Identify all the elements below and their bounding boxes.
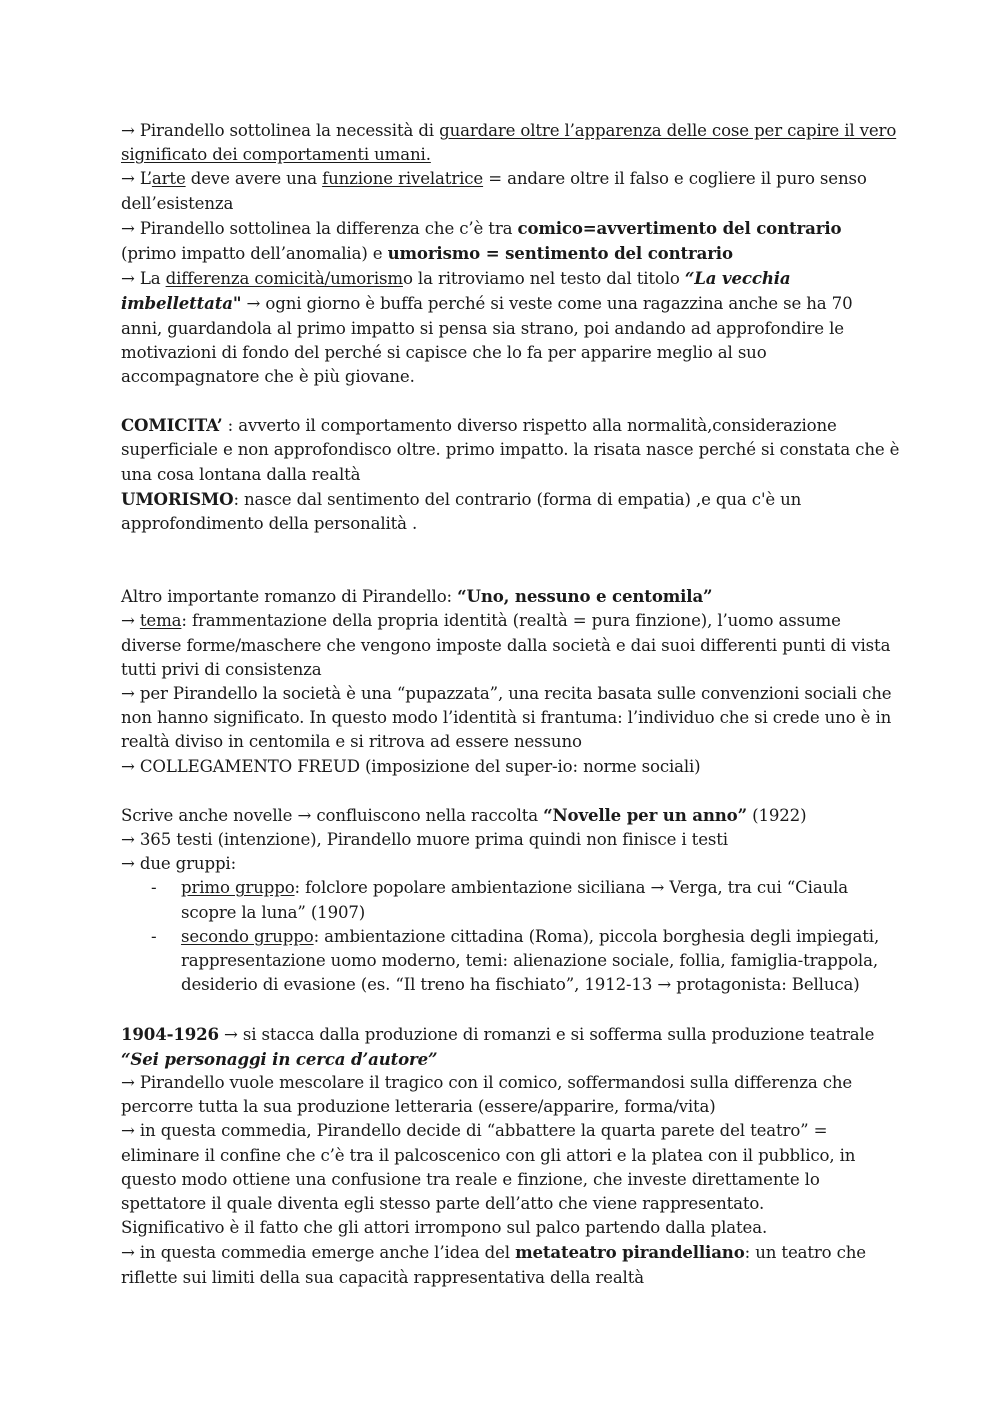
underlined-text: secondo gruppo bbox=[181, 926, 314, 946]
text-run: (primo impatto dell’anomalia) e bbox=[121, 244, 388, 264]
text-line bbox=[121, 119, 897, 143]
text-run: → Pirandello sottolinea la differenza che c’è tra bbox=[121, 218, 518, 238]
text-line bbox=[121, 266, 891, 291]
text-line bbox=[121, 609, 891, 633]
document-page bbox=[121, 119, 900, 1290]
text-line: una cosa lontana dalla realtà bbox=[121, 464, 361, 484]
text-run: : ambientazione cittadina (Roma), piccola borghesia degli impiegati, bbox=[313, 926, 880, 946]
text-line: spettatore il quale diventa egli stesso parte dell’atto che viene rappresentato. bbox=[121, 1193, 765, 1213]
text-run: : nasce dal sentimento del contrario (forma di empatia) ,e qua c'è un bbox=[233, 489, 802, 509]
underlined-text: differenza comicità/umorism bbox=[165, 269, 403, 289]
text-line bbox=[121, 803, 891, 828]
bold-term: UMORISMO bbox=[121, 488, 234, 509]
underlined-text: funzione rivelatrice bbox=[322, 169, 484, 189]
text-line bbox=[121, 167, 891, 191]
text-line: → in questa commedia, Pirandello decide di “abbattere la quarta parete del teatro” = bbox=[121, 1121, 828, 1141]
bold-italic-title: “La vecchia bbox=[684, 268, 791, 289]
text-line: non hanno significato. In questo modo l’identità si frantuma: l’individuo che si crede uno è in bbox=[121, 708, 892, 728]
text-run: Altro importante romanzo di Pirandello: bbox=[121, 587, 458, 607]
text-line bbox=[121, 487, 891, 512]
text-run: : folclore popolare ambientazione siciliana → Verga, tra cui “Ciaula bbox=[294, 878, 849, 898]
text-line: superficiale e non approfondisco oltre. primo impatto. la risata nasce perché si constata che è bbox=[121, 440, 900, 460]
text-line: → COLLEGAMENTO FREUD (imposizione del super-io: norme sociali) bbox=[121, 756, 701, 776]
text-line bbox=[121, 1240, 891, 1265]
text-line: → per Pirandello la società è una “pupazzata”, una recita basata sulle convenzioni sociali che bbox=[121, 684, 892, 704]
bold-text: umorismo = sentimento del contrario bbox=[387, 243, 733, 264]
text-run: → ogni giorno è buffa perché si veste come una ragazzina anche se ha 70 bbox=[241, 294, 853, 314]
bold-term: COMICITA’ bbox=[121, 415, 223, 436]
text-line bbox=[121, 143, 891, 167]
text-line: realtà diviso in centomila e si ritrova ad essere nessuno bbox=[121, 732, 582, 752]
text-line: accompagnatore che è più giovane. bbox=[121, 367, 415, 387]
section-uno-nessuno-centomila bbox=[121, 584, 891, 779]
bold-italic-title: imbellettata" bbox=[121, 293, 242, 314]
text-line bbox=[181, 876, 891, 900]
bold-title: “Novelle per un anno” bbox=[543, 804, 747, 825]
text-run: = andare oltre il falso e cogliere il puro senso bbox=[483, 169, 867, 189]
text-run: Scrive anche novelle → confluiscono nella raccolta bbox=[121, 805, 544, 825]
text-line: eliminare il confine che c’è tra il palcoscenico con gli attori e la platea con il pubblico, in bbox=[121, 1145, 856, 1165]
text-line bbox=[121, 291, 891, 316]
text-line: desiderio di evasione (es. “Il treno ha fischiato”, 1912-13 → protagonista: Belluca) bbox=[181, 975, 860, 995]
text-line: anni, guardandola al primo impatto si pensa sia strano, poi andando ad approfondire le bbox=[121, 318, 844, 338]
section-comicita-umorismo bbox=[121, 413, 900, 536]
text-run: → bbox=[121, 611, 140, 631]
section-umorismo-intro bbox=[121, 119, 897, 389]
text-line: percorre tutta la sua produzione letteraria (essere/apparire, forma/vita) bbox=[121, 1097, 716, 1117]
text-line bbox=[121, 1022, 891, 1047]
text-line: → 365 testi (intenzione), Pirandello muore prima quindi non finisce i testi bbox=[121, 830, 728, 850]
text-line: motivazioni di fondo del perché si capisce che lo fa per apparire meglio al suo bbox=[121, 342, 767, 362]
text-line: rappresentazione uomo moderno, temi: alienazione sociale, follia, famiglia-trappola, bbox=[181, 951, 878, 971]
bold-term: metateatro pirandelliano bbox=[515, 1242, 745, 1263]
text-line bbox=[121, 584, 891, 609]
text-run: → Pirandello sottolinea la necessità di bbox=[121, 121, 440, 140]
paragraph-spacer bbox=[121, 389, 891, 413]
underlined-text: significato dei comportamenti umani. bbox=[121, 145, 431, 165]
underlined-text: tema bbox=[139, 611, 182, 631]
underlined-text: guardare oltre l’apparenza delle cose per capire il vero bbox=[439, 121, 897, 140]
text-run: : frammentazione della propria identità (realtà = pura finzione), l’uomo assume bbox=[181, 611, 841, 631]
text-line bbox=[121, 216, 891, 241]
text-line: approfondimento della personalità . bbox=[121, 514, 418, 534]
text-line: → due gruppi: bbox=[121, 854, 237, 874]
text-run: deve avere una bbox=[185, 169, 323, 189]
text-line: riflette sui limiti della sua capacità rappresentativa della realtà bbox=[121, 1267, 644, 1287]
text-line: tutti privi di consistenza bbox=[121, 659, 322, 679]
text-run: → in questa commedia emerge anche l’idea del bbox=[121, 1243, 516, 1263]
paragraph-spacer bbox=[121, 998, 891, 1022]
text-line bbox=[121, 413, 891, 438]
text-run: → La bbox=[121, 269, 166, 289]
text-run: (1922) bbox=[747, 805, 807, 825]
section-teatro bbox=[121, 1022, 891, 1290]
list-dash: - bbox=[151, 878, 157, 898]
text-line: → Pirandello vuole mescolare il tragico con il comico, soffermandosi sulla differenza che bbox=[121, 1072, 853, 1092]
underlined-text: primo gruppo bbox=[181, 878, 295, 898]
bold-italic-title: “Sei personaggi in cerca d’autore” bbox=[121, 1048, 438, 1069]
text-line: dell’esistenza bbox=[121, 193, 234, 213]
underlined-text: arte bbox=[151, 169, 186, 189]
text-line: questo modo ottiene una confusione tra reale e finzione, che investe direttamente lo bbox=[121, 1169, 820, 1189]
list-item bbox=[121, 876, 891, 924]
text-run: → L’ bbox=[121, 169, 152, 189]
text-line bbox=[121, 241, 891, 266]
bold-title: “Uno, nessuno e centomila” bbox=[457, 586, 713, 607]
text-run: : avverto il comportamento diverso rispetto alla normalità,considerazione bbox=[222, 416, 837, 436]
text-run: : un teatro che bbox=[744, 1243, 866, 1263]
bold-date: 1904-1926 bbox=[121, 1023, 219, 1044]
paragraph-spacer bbox=[121, 779, 891, 803]
text-run: o la ritroviamo nel testo dal titolo bbox=[402, 269, 685, 289]
text-line: scopre la luna” (1907) bbox=[181, 902, 366, 922]
text-line bbox=[181, 925, 891, 949]
text-line: diverse forme/maschere che vengono imposte dalla società e dai suoi differenti punti di vista bbox=[121, 635, 891, 655]
bold-text: comico=avvertimento del contrario bbox=[517, 217, 842, 238]
list-item bbox=[121, 925, 891, 998]
text-run: → si stacca dalla produzione di romanzi e si sofferma sulla produzione teatrale bbox=[218, 1024, 875, 1044]
text-line: Significativo è il fatto che gli attori irrompono sul palco partendo dalla platea. bbox=[121, 1218, 768, 1238]
paragraph-spacer bbox=[121, 536, 891, 584]
section-novelle bbox=[121, 803, 891, 998]
list-dash: - bbox=[151, 926, 157, 946]
